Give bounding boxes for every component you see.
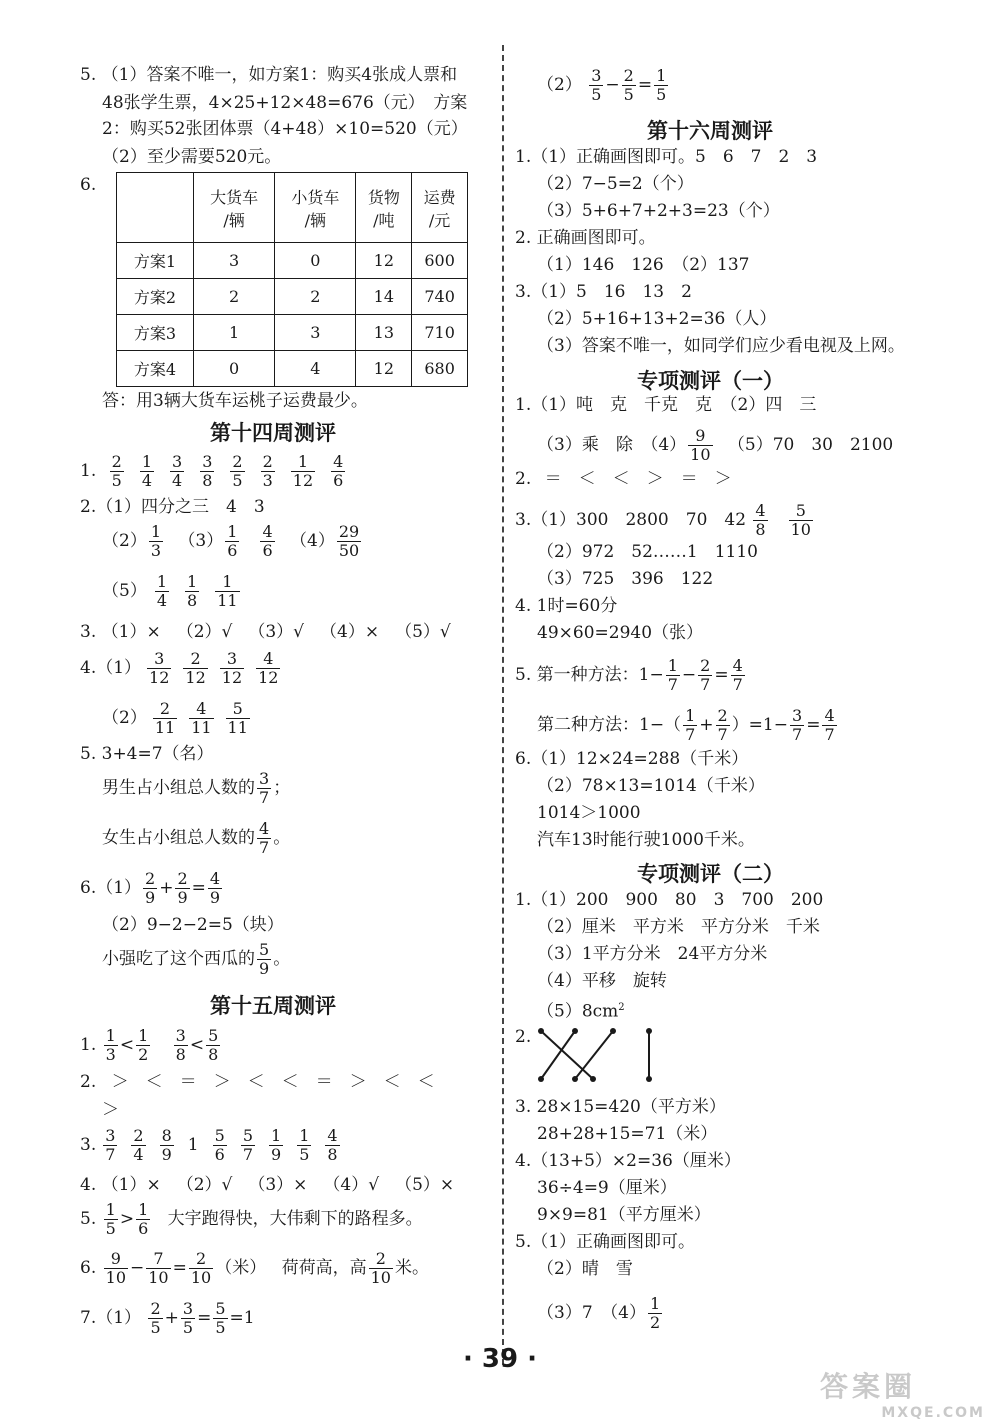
table-cell: 2 xyxy=(275,279,356,315)
fraction: $\frac{5}{5}$ xyxy=(215,1299,226,1337)
fraction: $\frac{7}{10}$ xyxy=(148,1249,169,1287)
s2-line: （2）厘米 平方米 平方分米 千米 xyxy=(537,917,820,937)
s2-line: 1.（1）200 900 80 3 700 200 xyxy=(515,890,824,910)
w16-line: 2. 正确画图即可。 xyxy=(515,228,656,248)
fraction: $\frac{1}{5}$ xyxy=(105,1200,116,1238)
fraction: $\frac{4}{12}$ xyxy=(258,649,279,687)
s2-line: 28+28+15=71（米） xyxy=(537,1124,718,1144)
table-header-cell: 货物 /吨 xyxy=(356,173,412,243)
w14-q2-line2: （2） $\frac{1}{3}$ （3） $\frac{1}{6}$ $\frac{4}{6}$ （4） $\frac{29}{50}$ xyxy=(102,522,360,560)
s1-line: 4. 1时=60分 xyxy=(515,596,618,616)
table-cell: 12 xyxy=(356,243,412,279)
fraction: $\frac{5}{7}$ xyxy=(242,1126,253,1164)
table-header-cell: 小货车 /辆 xyxy=(275,173,356,243)
table-cell: 12 xyxy=(356,351,412,387)
fraction: $\frac{2}{5}$ xyxy=(111,452,122,490)
table-row xyxy=(117,315,468,351)
w15-q1: 1. $\frac{1}{3}$ < $\frac{1}{2}$ $\frac{3}{8}$ < $\frac{5}{8}$ xyxy=(80,1026,219,1064)
fraction: $\frac{2}{5}$ xyxy=(150,1299,161,1337)
fraction: $\frac{4}{8}$ xyxy=(755,501,766,539)
w15-q2-line2: ＞ xyxy=(102,1100,119,1120)
table-row xyxy=(117,279,468,315)
w16-line: （2）5+16+13+2=36（人） xyxy=(537,309,777,329)
fraction: $\frac{2}{5}$ xyxy=(232,452,243,490)
s2-line: $(5)8cm^2$ xyxy=(537,1001,625,1022)
special2-heading: 专项测评（二） xyxy=(637,862,784,886)
fraction: $\frac{4}{6}$ xyxy=(262,522,273,560)
fraction: $\frac{5}{11}$ xyxy=(227,699,248,737)
q5-line4: （2）至少需要520元。 xyxy=(102,147,282,167)
table-header-row xyxy=(117,173,468,243)
w16-line: （3）答案不唯一，如同学们应少看电视及上网。 xyxy=(537,336,905,356)
fraction: $\frac{3}{12}$ xyxy=(221,649,243,687)
w14-q5-line1: 5. 3+4=7（名） xyxy=(80,744,214,764)
table-cell: 方案3 xyxy=(117,315,194,351)
table-cell: 方案4 xyxy=(117,351,194,387)
table-cell: 3 xyxy=(275,315,356,351)
w15-q5: 5. $\frac{1}{5}$ > $\frac{1}{6}$ 大宇跑得快，大伟剩下的路程多。 xyxy=(80,1200,423,1238)
page-number: · 39 · xyxy=(462,1344,538,1374)
w14-q1: 1. $\frac{2}{5}$ $\frac{1}{4}$ $\frac{3}{4}$ $\frac{3}{8}$ $\frac{2}{5}$ $\frac{2}{3}$ $\frac{1}{12}$ $\frac{4}{6}$ xyxy=(80,452,344,490)
q6-number: 6. xyxy=(80,175,97,195)
s1-line: 汽车13时能行驶1000千米。 xyxy=(537,830,755,850)
fraction: $\frac{1}{2}$ xyxy=(138,1026,149,1064)
w16-line: （2）7−5=2（个） xyxy=(537,174,694,194)
fraction: $\frac{4}{7}$ xyxy=(824,706,835,744)
s2-line: 9×9=81（平方厘米） xyxy=(537,1205,711,1225)
table-cell: 0 xyxy=(275,243,356,279)
fraction: $\frac{2}{10}$ xyxy=(370,1249,391,1287)
special1-heading: 专项测评（一） xyxy=(637,369,784,393)
s2-q2-number: 2. xyxy=(515,1027,532,1047)
fraction: $\frac{3}{7}$ xyxy=(792,706,803,744)
matching-lines-figure xyxy=(535,1023,665,1087)
fraction: $\frac{1}{7}$ xyxy=(667,656,678,694)
week14-heading: 第十四周测评 xyxy=(210,421,336,445)
fraction: $\frac{2}{9}$ xyxy=(177,869,188,907)
s1-line: 1.（1）吨 克 千克 克 （2）四 三 xyxy=(515,395,817,415)
fraction: $\frac{3}{4}$ xyxy=(172,452,183,490)
s2-line: 3. 28×15=420（平方米） xyxy=(515,1097,726,1117)
table-row xyxy=(117,351,468,387)
w14-q2-line3: （5） $\frac{1}{4}$ $\frac{1}{8}$ $\frac{1}{11}$ xyxy=(102,572,238,610)
fraction: $\frac{29}{50}$ xyxy=(338,522,360,560)
fraction: $\frac{2}{10}$ xyxy=(190,1249,212,1287)
fraction: $\frac{2}{3}$ xyxy=(262,452,273,490)
fraction: $\frac{1}{7}$ xyxy=(685,706,696,744)
q5-line1: 5. （1）答案不唯一，如方案1：购买4张成人票和 xyxy=(80,65,458,85)
fraction: $\frac{2}{4}$ xyxy=(133,1126,144,1164)
fraction: $\frac{2}{12}$ xyxy=(185,649,206,687)
s1-line: 第二种方法：1−（ $\frac{1}{7}$ + $\frac{2}{7}$ ）=1− $\frac{3}{7}$ = $\frac{4}{7}$ xyxy=(537,706,835,744)
table-cell: 3 xyxy=(194,243,275,279)
fraction: $\frac{3}{8}$ xyxy=(202,452,213,490)
fraction: $\frac{4}{6}$ xyxy=(333,452,344,490)
q5-line3: 2：购买52张团体票（4+48）×10=520（元） xyxy=(102,119,468,139)
w15-q3: 3. $\frac{3}{7}$ $\frac{2}{4}$ $\frac{8}{9}$ 1 $\frac{5}{6}$ $\frac{5}{7}$ $\frac{1}{9}$ $\frac{1}{5}$ $\frac{4}{8}$ xyxy=(80,1126,338,1164)
week15-heading: 第十五周测评 xyxy=(210,994,336,1018)
table-cell: 13 xyxy=(356,315,412,351)
w14-q6-line3: 小强吃了这个西瓜的 $\frac{5}{9}$ 。 xyxy=(102,940,291,978)
w14-q5-line3: 女生占小组总人数的 $\frac{4}{7}$ 。 xyxy=(102,819,291,857)
s1-line: 6.（1）12×24=288（千米） xyxy=(515,749,749,769)
s1-line: （3）725 396 122 xyxy=(537,569,714,589)
w15-q2-line1: 2. ＞ ＜ ＝ ＞ ＜ ＜ ＝ ＞ ＜ ＜ xyxy=(80,1072,435,1092)
fraction: $\frac{3}{12}$ xyxy=(149,649,170,687)
fraction: $\frac{5}{8}$ xyxy=(208,1026,219,1064)
table-corner-cell xyxy=(117,173,194,243)
s2-line: （3）1平方分米 24平方分米 xyxy=(537,944,768,964)
week16-heading: 第十六周测评 xyxy=(647,119,773,143)
table-cell: 2 xyxy=(194,279,275,315)
fraction: $\frac{3}{7}$ xyxy=(259,769,270,807)
fraction: $\frac{1}{5}$ xyxy=(299,1126,310,1164)
fraction: $\frac{1}{11}$ xyxy=(217,572,238,610)
fraction: $\frac{2}{5}$ xyxy=(623,66,634,104)
w16-line: 1.（1）正确画图即可。5 6 7 2 3 xyxy=(515,147,818,167)
s1-line: （2）78×13=1014（千米） xyxy=(537,776,765,796)
s1-line: （3）乘 除 （4） $\frac{9}{10}$ （5）70 30 2100 xyxy=(537,426,894,464)
s1-line: 5. 第一种方法：1− $\frac{1}{7}$ − $\frac{2}{7}$ = $\frac{4}{7}$ xyxy=(515,656,743,694)
fraction: $\frac{5}{9}$ xyxy=(259,940,270,978)
w15-q7-part2: （2） $\frac{3}{5}$ − $\frac{2}{5}$ = $\frac{1}{5}$ xyxy=(537,66,667,104)
s2-line: 36÷4=9（厘米） xyxy=(537,1178,677,1198)
s2-line: 4.（13+5）×2=36（厘米） xyxy=(515,1151,741,1171)
w14-q2-line1: 2.（1）四分之三 4 3 xyxy=(80,497,265,517)
fraction: $\frac{9}{10}$ xyxy=(690,426,711,464)
fraction: $\frac{1}{4}$ xyxy=(156,572,168,610)
w16-line: 3.（1）5 16 13 2 xyxy=(515,282,692,302)
fraction: $\frac{8}{9}$ xyxy=(161,1126,172,1164)
w14-q3: 3. （1）× （2）√ （3）√ （4）× （5）√ xyxy=(80,622,451,642)
s1-line: 2. ＝ ＜ ＜ ＞ ＝ ＞ xyxy=(515,469,732,489)
fraction: $\frac{2}{7}$ xyxy=(700,656,711,694)
s1-line: 49×60=2940（张） xyxy=(537,623,704,643)
s1-line: 3.（1）300 2800 70 42 $\frac{4}{8}$ $\frac{5}{10}$ xyxy=(515,501,811,539)
w15-q7: 7.（1） $\frac{2}{5}$ + $\frac{3}{5}$ = $\frac{5}{5}$ =1 xyxy=(80,1299,255,1337)
s1-line: 1014＞1000 xyxy=(537,803,641,823)
s1-line: （2）972 52……1 1110 xyxy=(537,542,758,562)
w14-q5-line2: 男生占小组总人数的 $\frac{3}{7}$ ； xyxy=(102,769,291,807)
w14-q4-line1: 4.（1） $\frac{3}{12}$ $\frac{2}{12}$ $\frac{3}{12}$ $\frac{4}{12}$ xyxy=(80,649,279,687)
fraction: $\frac{4}{7}$ xyxy=(259,819,270,857)
table-cell: 4 xyxy=(275,351,356,387)
fraction: $\frac{2}{9}$ xyxy=(145,869,156,907)
table-cell: 1 xyxy=(194,315,275,351)
table-cell: 0 xyxy=(194,351,275,387)
fraction: $\frac{3}{7}$ xyxy=(105,1126,116,1164)
s2-line: （2）晴 雪 xyxy=(537,1259,633,1279)
fraction: $\frac{4}{8}$ xyxy=(327,1126,338,1164)
table-cell: 14 xyxy=(356,279,412,315)
table-header-cell: 大货车 /辆 xyxy=(194,173,275,243)
table-header-cell: 运费 /元 xyxy=(412,173,468,243)
fraction: $\frac{4}{9}$ xyxy=(209,869,221,907)
fraction: $\frac{4}{11}$ xyxy=(191,699,212,737)
freight-plan-table xyxy=(116,172,468,387)
fraction: $\frac{5}{10}$ xyxy=(790,501,811,539)
fraction: $\frac{4}{7}$ xyxy=(732,656,743,694)
fraction: $\frac{1}{3}$ xyxy=(105,1026,116,1064)
table-cell: 600 xyxy=(412,243,468,279)
s2-line: （4）平移 旋转 xyxy=(537,971,667,991)
table-cell: 710 xyxy=(412,315,468,351)
fraction: $\frac{1}{6}$ xyxy=(227,522,238,560)
fraction: $\frac{2}{11}$ xyxy=(154,699,176,737)
fraction: $\frac{3}{5}$ xyxy=(591,66,602,104)
fraction: $\frac{1}{2}$ xyxy=(649,1294,661,1332)
table-cell: 740 xyxy=(412,279,468,315)
column-divider xyxy=(502,45,504,1365)
fraction: $\frac{5}{6}$ xyxy=(214,1126,225,1164)
fraction: $\frac{1}{6}$ xyxy=(138,1200,149,1238)
s2-line: 5.（1）正确画图即可。 xyxy=(515,1232,696,1252)
fraction: $\frac{9}{10}$ xyxy=(105,1249,126,1287)
table-cell: 方案1 xyxy=(117,243,194,279)
fraction: $\frac{1}{8}$ xyxy=(187,572,198,610)
s2-line: （3）7 （4） $\frac{1}{2}$ xyxy=(537,1294,661,1332)
w14-q6-line2: （2）9−2−2=5（块） xyxy=(102,915,284,935)
fraction: $\frac{3}{5}$ xyxy=(182,1299,194,1337)
q6-answer: 答：用3辆大货车运桃子运费最少。 xyxy=(102,391,368,411)
fraction: $\frac{1}{9}$ xyxy=(271,1126,282,1164)
watermark-logo: 答案圈 MXQE.COM xyxy=(820,1370,985,1421)
table-cell: 680 xyxy=(412,351,468,387)
w15-q4: 4. （1）× （2）√ （3）× （4）√ （5）× xyxy=(80,1175,455,1195)
fraction: $\frac{1}{5}$ xyxy=(656,66,667,104)
w14-q6-line1: 6.（1） $\frac{2}{9}$ + $\frac{2}{9}$ = $\frac{4}{9}$ xyxy=(80,869,221,907)
w16-line: （3）5+6+7+2+3=23（个） xyxy=(537,201,780,221)
fraction: $\frac{1}{4}$ xyxy=(141,452,153,490)
q5-line2: 48张学生票，4×25+12×48=676（元） 方案 xyxy=(102,93,468,113)
fraction: $\frac{3}{8}$ xyxy=(175,1026,186,1064)
w14-q4-line2: （2） $\frac{2}{11}$ $\frac{4}{11}$ $\frac{5}{11}$ xyxy=(102,699,248,737)
w15-q6: 6. $\frac{9}{10}$ − $\frac{7}{10}$ = $\frac{2}{10}$ （米） 荷荷高，高 $\frac{2}{10}$ 米。 xyxy=(80,1249,429,1287)
table-row xyxy=(117,243,468,279)
w16-line: （1）146 126 （2）137 xyxy=(537,255,750,275)
fraction: $\frac{1}{3}$ xyxy=(150,522,162,560)
fraction: $\frac{2}{7}$ xyxy=(717,706,728,744)
fraction: $\frac{1}{12}$ xyxy=(292,452,314,490)
table-cell: 方案2 xyxy=(117,279,194,315)
